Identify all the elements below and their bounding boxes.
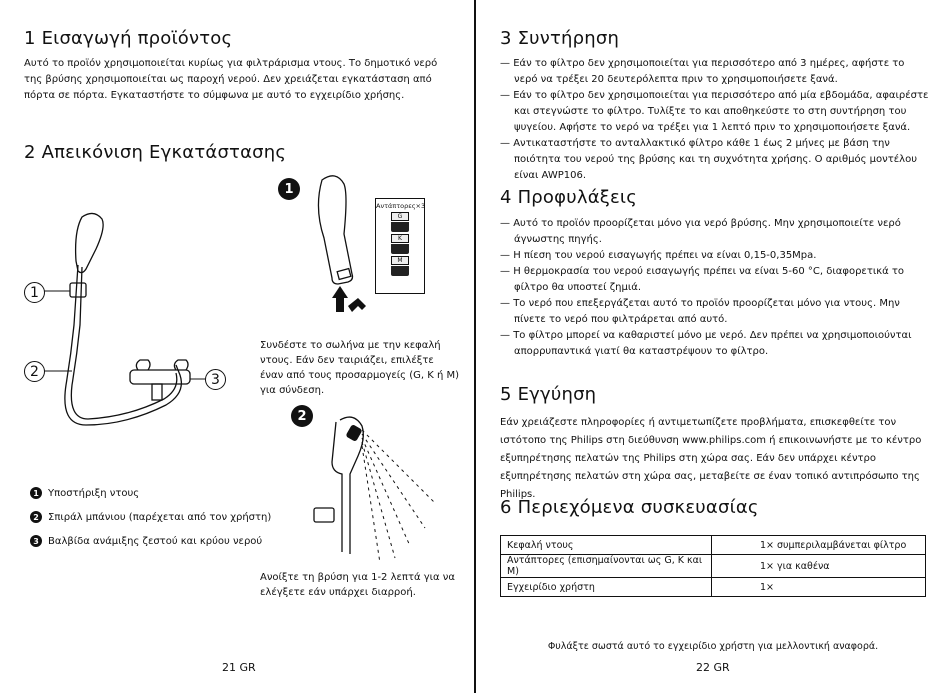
warranty-text: Εάν χρειάζεστε πληροφορίες ή αντιμετωπίζετε προβλήματα, επισκεφθείτε τον ιστότοπο της Philips στη διεύθυνση www.philips.com ή επικοινωνήστε με το κέντρο εξυπηρέτησης πελατών της Philips στη χώρα σας. Εάν δεν υπάρχει κέντρο εξυπηρέτησης πελατών στη χώρα σας, μεταβείτε σε έναν τοπικό αντιπρόσωπο της Philips.	[500, 417, 922, 500]
callout-1: 1	[24, 282, 45, 303]
left-page	[0, 0, 474, 693]
adapter-k-label: K	[391, 234, 409, 243]
step1-illustration	[300, 170, 380, 330]
table-row	[501, 536, 926, 555]
legend-num-1: 1	[30, 487, 42, 499]
adapter-k	[391, 234, 409, 254]
shower-head-shape	[76, 213, 104, 272]
legend-item-3	[30, 529, 271, 553]
contents-item-2: Αντάπτορες (επισημαίνονται ως G, K και M)	[501, 555, 712, 578]
step2-illustration	[310, 408, 450, 568]
section-title-warranty: 5 Εγγύηση	[500, 384, 597, 405]
legend-item-1	[30, 481, 271, 505]
legend-text-2: Σπιράλ μπάνιου (παρέχεται από τον χρήστη)	[48, 511, 272, 523]
page-number-right: 22 GR	[696, 661, 730, 674]
step1-caption: Συνδέστε το σωλήνα με την κεφαλή ντους. Εάν δεν ταιριάζει, επιλέξτε έναν από τους προσαρμογείς (G, K ή M) για σύνδεση.	[260, 340, 460, 396]
right-page	[476, 0, 950, 693]
step2-caption: Ανοίξτε τη βρύση για 1-2 λεπτά για να ελέγξετε εάν υπάρχει διαρροή.	[260, 572, 455, 598]
callout-2: 2	[24, 361, 45, 382]
maintenance-item-3: — Αντικαταστήστε το ανταλλακτικό φίλτρο κάθε 1 έως 2 μήνες με βάση την ποιότητα του νερού της βρύσης και τη συχνότητα χρήσης. Ο αριθμός μοντέλου είναι AWP106.	[500, 136, 930, 184]
legend-text-3: Βαλβίδα ανάμιξης ζεστού και κρύου νερού	[48, 535, 263, 547]
adapter-m	[391, 256, 409, 276]
precaution-item-4: — Το νερό που επεξεργάζεται αυτό το προϊόν προορίζεται μόνο για ντους. Μην πίνετε το νερό που φιλτράρεται από αυτό.	[500, 296, 930, 328]
legend-num-2: 2	[30, 511, 42, 523]
adapter-m-label: M	[391, 256, 409, 265]
step-2-number: 2	[291, 405, 313, 427]
legend-list	[30, 481, 271, 553]
precaution-item-1: — Αυτό το προϊόν προορίζεται μόνο για νερό βρύσης. Μην χρησιμοποιείτε νερό άγνωστης πηγής.	[500, 216, 930, 248]
contents-item-3: Εγχειρίδιο χρήστη	[501, 578, 712, 597]
page-number-left: 21 GR	[222, 661, 256, 674]
precautions-list	[500, 216, 930, 360]
section-title-maintenance: 3 Συντήρηση	[500, 28, 620, 49]
maintenance-list	[500, 56, 930, 184]
adapter-g-label: G	[391, 212, 409, 221]
maintenance-item-2: — Εάν το φίλτρο δεν χρησιμοποιείται για περισσότερο από μία εβδομάδα, αφαιρέστε και στεγνώστε το φίλτρο. Τυλίξτε το και αποθηκεύστε το στη συντήρηση του ψυγείου. Αφήστε το νερό να τρέξει για 1 λεπτό πριν το χρησιμοποιήσετε ξανά.	[500, 88, 930, 136]
callout-3: 3	[205, 369, 226, 390]
precaution-item-2: — Η πίεση του νερού εισαγωγής πρέπει να είναι 0,15-0,35Mpa.	[500, 248, 930, 264]
legend-text-1: Υποστήριξη ντους	[48, 487, 140, 499]
table-row	[501, 578, 926, 597]
contents-item-1: Κεφαλή ντους	[501, 536, 712, 555]
section-title-contents: 6 Περιεχόμενα συσκευασίας	[500, 497, 759, 518]
step-1-number: 1	[278, 178, 300, 200]
section-title-precautions: 4 Προφυλάξεις	[500, 187, 637, 208]
contents-table	[500, 535, 926, 597]
intro-text: Αυτό το προϊόν χρησιμοποιείται κυρίως για φιλτράρισμα ντους. Το δημοτικό νερό της βρύσης χρησιμοποιείται ως παροχή νερού. Δεν χρειάζεται εγκατάσταση από πόρτα σε πόρτα. Εγκαταστήστε το σύμφωνα με αυτό το εγχειρίδιο χρήσης.	[24, 58, 438, 101]
adapters-title: Αντάπτορες×3	[376, 202, 426, 210]
section-title-installation: 2 Απεικόνιση Εγκατάστασης	[24, 142, 287, 163]
legend-num-3: 3	[30, 535, 42, 547]
section-title-intro: 1 Εισαγωγή προϊόντος	[24, 28, 233, 49]
contents-qty-2: 1× για καθένα	[712, 555, 926, 578]
legend-item-2	[30, 505, 271, 529]
adapter-g	[391, 212, 409, 232]
precaution-item-5: — Το φίλτρο μπορεί να καθαριστεί μόνο με νερό. Δεν πρέπει να χρησιμοποιούνται απορρυπαντικά γιατί θα καταστρέψουν το φίλτρο.	[500, 328, 930, 360]
table-row	[501, 555, 926, 578]
maintenance-item-1: — Εάν το φίλτρο δεν χρησιμοποιείται για περισσότερο από 3 ημέρες, αφήστε το νερό να τρέξει 20 δευτερόλεπτα πριν το χρησιμοποιήσετε ξανά.	[500, 56, 930, 88]
keep-manual-note: Φυλάξτε σωστά αυτό το εγχειρίδιο χρήστη για μελλοντική αναφορά.	[547, 641, 879, 652]
contents-qty-3: 1×	[712, 578, 926, 597]
installation-illustration	[20, 195, 250, 455]
precaution-item-3: — Η θερμοκρασία του νερού εισαγωγής πρέπει να είναι 5-60 °C, διαφορετικά το φίλτρο θα υποστεί ζημιά.	[500, 264, 930, 296]
adapters-box	[375, 198, 425, 294]
contents-qty-1: 1× συμπεριλαμβάνεται φίλτρο	[712, 536, 926, 555]
